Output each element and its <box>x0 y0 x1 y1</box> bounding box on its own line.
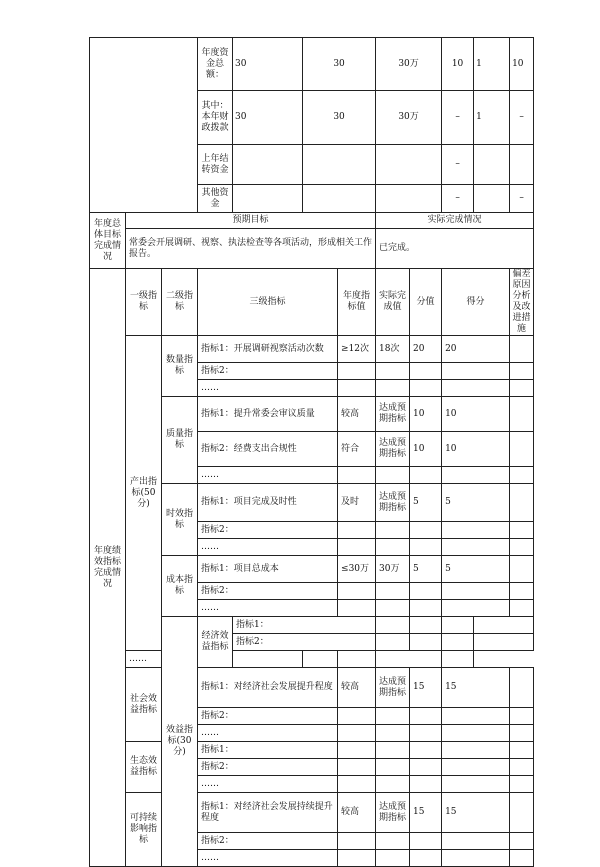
indicator-name: …… <box>198 539 338 556</box>
goal-expected-text: 常委会开展调研、视察、执法检查等各项活动，形成相关工作报告。 <box>126 229 376 269</box>
indicator-got: 10 <box>442 432 510 467</box>
indicator-header-row <box>90 269 534 336</box>
indicator-score: 15 <box>410 668 442 708</box>
indicator-row <box>90 651 534 668</box>
indicator-target: 较高 <box>338 793 376 833</box>
indicator-name: 指标1：项目总成本 <box>198 556 338 583</box>
indicator-row <box>90 336 534 363</box>
funds-fiscal-rate: 1 <box>474 91 510 145</box>
goal-section-label: 年度总体目标完成情况 <box>90 213 126 269</box>
sustainable-indicator-label: 可持续影响指标 <box>126 793 162 867</box>
funds-carry-label: 上年结转资金 <box>198 145 233 185</box>
indicator-actual: 达成预期指标 <box>376 668 410 708</box>
indicator-target: ≥12次 <box>338 336 376 363</box>
goal-content-row <box>90 229 534 269</box>
indicator-target: 较高 <box>338 397 376 432</box>
funds-total-annual: 30 <box>233 38 303 91</box>
indicator-name: 指标2： <box>198 522 338 539</box>
indicator-actual: 达成预期指标 <box>376 397 410 432</box>
header-actual: 实际完成值 <box>376 269 410 336</box>
indicator-actual: 18次 <box>376 336 410 363</box>
indicator-target: 及时 <box>338 484 376 522</box>
header-reason: 偏差原因分析及改进措施 <box>510 269 534 336</box>
indicator-section-label: 年度绩效指标完成情况 <box>90 269 126 867</box>
quantity-indicator-label: 数量指标 <box>162 336 198 397</box>
funds-total-actual: 30万 <box>376 38 442 91</box>
goal-expected-header: 预期目标 <box>126 213 376 229</box>
indicator-name: …… <box>198 725 338 742</box>
indicator-name: 指标1：提升常委会审议质量 <box>198 397 338 432</box>
output-indicator-label: 产出指标(50分) <box>126 336 162 651</box>
funds-fiscal-annual: 30 <box>233 91 303 145</box>
funds-other-score: – <box>442 185 474 213</box>
indicator-name: …… <box>198 600 338 617</box>
indicator-got: 20 <box>442 336 510 363</box>
indicator-name: 指标1： <box>198 742 338 759</box>
indicator-name: 指标2： <box>198 363 338 380</box>
funds-total-got: 10 <box>510 38 534 91</box>
indicator-score: 10 <box>410 397 442 432</box>
funds-fiscal-label: 其中：本年财政拨款 <box>198 91 233 145</box>
indicator-got: 5 <box>442 556 510 583</box>
indicator-got: 5 <box>442 484 510 522</box>
cost-indicator-label: 成本指标 <box>162 556 198 617</box>
indicator-row <box>90 793 534 833</box>
indicator-actual: 30万 <box>376 556 410 583</box>
indicator-score: 5 <box>410 556 442 583</box>
goal-actual-text: 已完成。 <box>376 229 534 269</box>
header-level3: 三级指标 <box>198 269 338 336</box>
indicator-got: 10 <box>442 397 510 432</box>
indicator-target: 符合 <box>338 432 376 467</box>
indicator-name: 指标2： <box>198 833 338 850</box>
indicator-name: 指标2： <box>233 634 376 651</box>
indicator-target: ≤30万 <box>338 556 376 583</box>
header-target: 年度指标值 <box>338 269 376 336</box>
indicator-name: 指标2：经费支出合规性 <box>198 432 338 467</box>
indicator-row <box>90 742 534 759</box>
indicator-name: 指标2： <box>198 708 338 725</box>
social-indicator-label: 社会效益指标 <box>126 668 162 742</box>
indicator-name: …… <box>126 651 233 668</box>
funds-total-label: 年度资金总额： <box>198 38 233 91</box>
indicator-name: …… <box>198 776 338 793</box>
header-score: 分值 <box>410 269 442 336</box>
funds-fiscal-actual: 30万 <box>376 91 442 145</box>
funds-fiscal-adjusted: 30 <box>303 91 376 145</box>
indicator-got: 15 <box>442 668 510 708</box>
indicator-name: 指标1： <box>233 617 376 634</box>
header-level1: 一级指标 <box>126 269 162 336</box>
header-got: 得分 <box>442 269 510 336</box>
indicator-name: 指标2： <box>198 583 338 600</box>
indicator-target: 较高 <box>338 668 376 708</box>
indicator-name: …… <box>198 467 338 484</box>
indicator-name: 指标1：对经济社会发展持续提升程度 <box>198 793 338 833</box>
goal-header-row <box>90 213 534 229</box>
funds-other-got: – <box>510 185 534 213</box>
funds-fiscal-score: – <box>442 91 474 145</box>
indicator-name: 指标1：项目完成及时性 <box>198 484 338 522</box>
indicator-score: 15 <box>410 793 442 833</box>
indicator-name: 指标1：对经济社会发展提升程度 <box>198 668 338 708</box>
timeliness-indicator-label: 时效指标 <box>162 484 198 556</box>
quality-indicator-label: 质量指标 <box>162 397 198 484</box>
indicator-name: …… <box>198 380 338 397</box>
performance-evaluation-sheet <box>89 37 531 867</box>
funds-section-blank <box>90 38 198 213</box>
ecological-indicator-label: 生态效益指标 <box>126 742 162 793</box>
indicator-got: 15 <box>442 793 510 833</box>
benefit-indicator-label: 效益指标(30分) <box>162 617 198 867</box>
indicator-score: 20 <box>410 336 442 363</box>
indicator-score: 10 <box>410 432 442 467</box>
indicator-actual: 达成预期指标 <box>376 432 410 467</box>
indicator-name: 指标2： <box>198 759 338 776</box>
funds-other-label: 其他资金 <box>198 185 233 213</box>
funds-total-rate: 1 <box>474 38 510 91</box>
funds-total-score: 10 <box>442 38 474 91</box>
funds-total-adjusted: 30 <box>303 38 376 91</box>
indicator-name: 指标1：开展调研视察活动次数 <box>198 336 338 363</box>
indicator-row <box>90 668 534 708</box>
goal-actual-header: 实际完成情况 <box>376 213 534 229</box>
indicator-actual: 达成预期指标 <box>376 793 410 833</box>
funds-row-total <box>90 38 534 91</box>
indicator-name: …… <box>198 850 338 867</box>
indicator-actual: 达成预期指标 <box>376 484 410 522</box>
header-level2: 二级指标 <box>162 269 198 336</box>
funds-fiscal-got: – <box>510 91 534 145</box>
economic-indicator-label: 经济效益指标 <box>198 617 233 668</box>
indicator-score: 5 <box>410 484 442 522</box>
performance-table <box>89 37 534 867</box>
funds-carry-score: – <box>442 145 474 185</box>
